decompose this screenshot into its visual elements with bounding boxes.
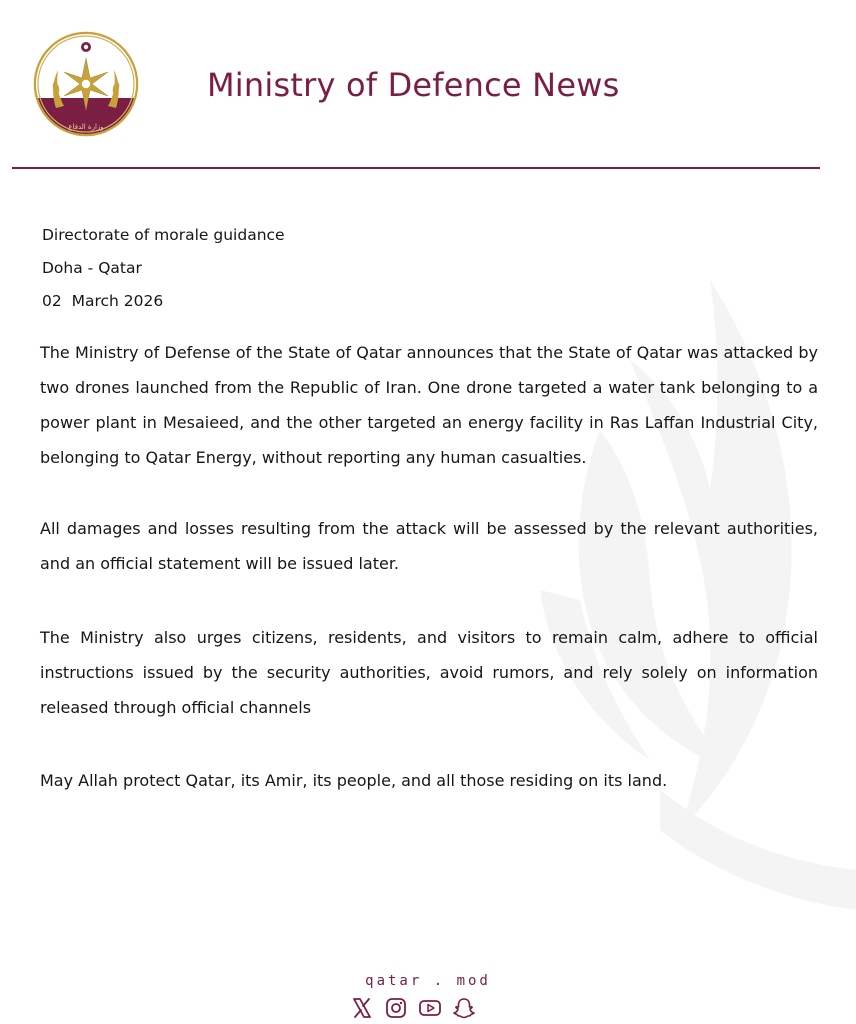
location-label: Doha - Qatar [42, 259, 142, 277]
header-divider [12, 167, 820, 169]
department-label: Directorate of morale guidance [42, 226, 285, 244]
ministry-emblem-logo [30, 30, 142, 138]
social-handle: qatar . mod [365, 973, 491, 989]
snapchat-icon[interactable] [451, 995, 477, 1021]
statement-paragraph-2: All damages and losses resulting from the attack will be assessed by the relevant authorities, and an official statement will be issued later. [40, 519, 818, 573]
statement-paragraph-1: The Ministry of Defense of the State of Qatar announces that the State of Qatar was attacked by two drones launched from the Republic of Iran. One drone targeted a water tank belonging to a power plant in Mesaieed, and the other targeted an energy facility in Ras Laffan Industrial City, belonging to Qatar Energy, without reporting any human casualties. [40, 343, 818, 467]
logo-text: وزارة الدفاع [68, 123, 104, 131]
statement-paragraph-4: May Allah protect Qatar, its Amir, its people, and all those residing on its land. [40, 771, 668, 790]
document-meta [42, 219, 285, 318]
instagram-icon[interactable] [383, 995, 409, 1021]
statement-paragraph-3: The Ministry also urges citizens, residents, and visitors to remain calm, adhere to official instructions issued by the security authorities, avoid rumors, and rely solely on information released through official channels [40, 628, 818, 717]
page-title: Ministry of Defence News [207, 66, 620, 104]
youtube-icon[interactable] [417, 995, 443, 1021]
social-links [349, 995, 477, 1021]
date-label: 02 March 2026 [42, 292, 164, 310]
x-icon[interactable] [349, 995, 375, 1021]
